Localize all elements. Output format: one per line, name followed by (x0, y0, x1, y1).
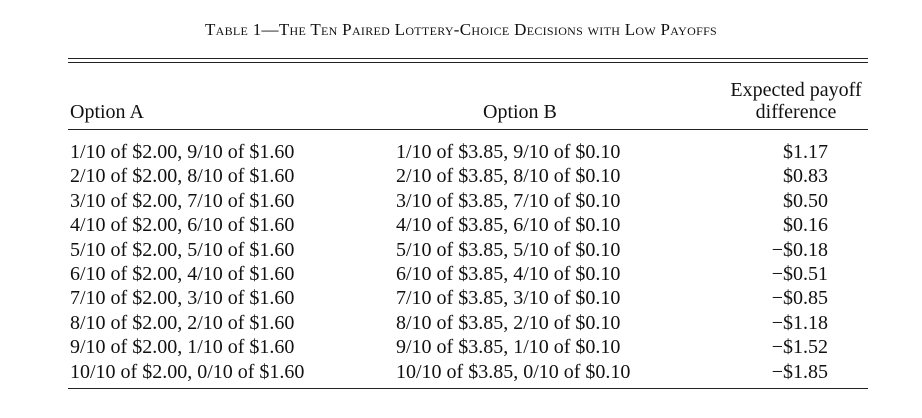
table-row (0, 335, 922, 359)
option-b-cell: 6/10 of $3.85, 4/10 of $0.10 (396, 262, 621, 285)
option-b-cell: 3/10 of $3.85, 7/10 of $0.10 (396, 189, 621, 212)
option-b-cell: 9/10 of $3.85, 1/10 of $0.10 (396, 336, 621, 359)
payoff-difference-cell: $1.17 (783, 141, 828, 163)
payoff-difference-cell: −$1.18 (771, 311, 828, 334)
table-row (0, 311, 922, 335)
option-a-cell: 5/10 of $2.00, 5/10 of $1.60 (70, 238, 295, 261)
column-header-difference-line1: Expected payoff (730, 79, 862, 101)
payoff-difference-cell: −$0.51 (771, 262, 828, 285)
table-row (0, 360, 922, 384)
top-rule (68, 58, 868, 59)
option-a-cell: 1/10 of $2.00, 9/10 of $1.60 (70, 141, 295, 163)
option-b-cell: 5/10 of $3.85, 5/10 of $0.10 (396, 238, 621, 261)
table-row (0, 164, 922, 188)
top-rule-double (68, 62, 868, 63)
option-a-cell: 6/10 of $2.00, 4/10 of $1.60 (70, 262, 295, 285)
table-row (0, 213, 922, 237)
option-a-cell: 2/10 of $2.00, 8/10 of $1.60 (70, 165, 295, 188)
payoff-difference-cell: $0.50 (783, 189, 828, 212)
payoff-difference-cell: −$0.85 (771, 287, 828, 310)
option-b-cell: 1/10 of $3.85, 9/10 of $0.10 (396, 141, 621, 163)
option-a-cell: 7/10 of $2.00, 3/10 of $1.60 (70, 287, 295, 310)
option-a-cell: 4/10 of $2.00, 6/10 of $1.60 (70, 214, 295, 237)
payoff-difference-cell: −$0.18 (771, 238, 828, 261)
table-body (0, 140, 922, 384)
option-a-cell: 10/10 of $2.00, 0/10 of $1.60 (70, 360, 305, 383)
table-row (0, 262, 922, 286)
option-a-cell: 3/10 of $2.00, 7/10 of $1.60 (70, 189, 295, 212)
table-row (0, 140, 922, 164)
table-row (0, 286, 922, 310)
payoff-difference-cell: −$1.85 (771, 360, 828, 383)
option-b-cell: 8/10 of $3.85, 2/10 of $0.10 (396, 311, 621, 334)
payoff-difference-cell: −$1.52 (771, 336, 828, 359)
payoff-difference-cell: $0.83 (783, 165, 828, 188)
option-b-cell: 7/10 of $3.85, 3/10 of $0.10 (396, 287, 621, 310)
table-row (0, 189, 922, 213)
header-rule (68, 129, 868, 130)
column-header-option-b: Option B (483, 101, 557, 123)
payoff-difference-cell: $0.16 (783, 214, 828, 237)
option-b-cell: 10/10 of $3.85, 0/10 of $0.10 (396, 360, 631, 383)
option-a-cell: 8/10 of $2.00, 2/10 of $1.60 (70, 311, 295, 334)
column-header-option-a: Option A (70, 101, 144, 123)
option-b-cell: 2/10 of $3.85, 8/10 of $0.10 (396, 165, 621, 188)
column-header-difference (706, 79, 886, 123)
option-b-cell: 4/10 of $3.85, 6/10 of $0.10 (396, 214, 621, 237)
table-caption: Table 1—The Ten Paired Lottery-Choice Decisions with Low Payoffs (204, 20, 718, 39)
column-header-difference-line2: difference (755, 101, 837, 123)
option-a-cell: 9/10 of $2.00, 1/10 of $1.60 (70, 336, 295, 359)
table-row (0, 238, 922, 262)
bottom-rule (68, 388, 868, 389)
